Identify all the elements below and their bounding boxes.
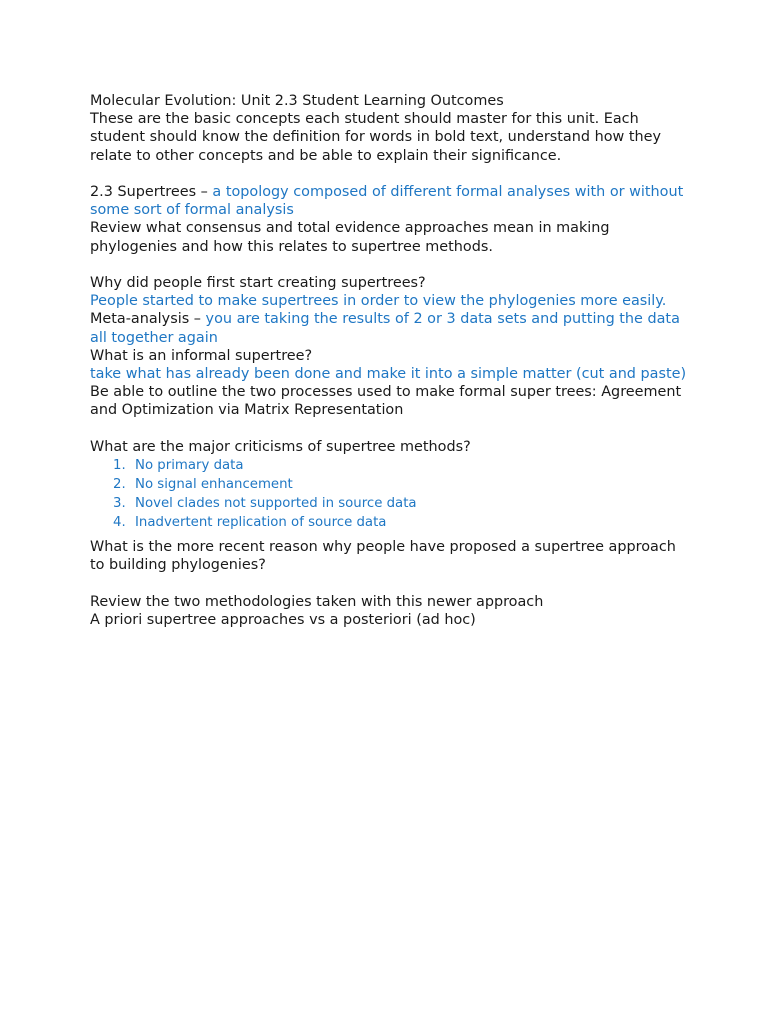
document-title: Molecular Evolution: Unit 2.3 Student Learning Outcomes [90,93,504,109]
intro-paragraph: These are the basic concepts each student should master for this unit. Each student should know the definition for words in bold text, understand how they relate to other concepts and be able to explain their significance. [90,111,661,164]
informal-question: What is an informal supertree? [90,347,313,364]
criticisms-question: What are the major criticisms of supertree methods? [90,438,471,455]
document-body [90,92,690,629]
supertrees-definition-text: a topology composed of different formal analyses with or without some sort of formal analysis [90,184,684,219]
spacer [90,256,690,274]
list-item: Inadvertent replication of source data [135,515,387,531]
recent-question: What is the more recent reason why people have proposed a supertree approach to building phylogenies? [90,539,676,574]
why-answer: People started to make supertrees in order to view the phylogenies more easily. [90,293,667,310]
spacer [90,420,690,438]
list-item: No signal enhancement [135,477,293,493]
supertrees-term: 2.3 Supertrees – [90,184,213,200]
supertrees-review: Review what consensus and total evidence approaches mean in making phylogenies and how this relates to supertree methods. [90,220,610,255]
criticisms-list [90,456,690,532]
criticisms-list-wrap [90,456,690,532]
why-question: Why did people first start creating supertrees? [90,275,426,291]
spacer [90,574,690,592]
outline-processes: Be able to outline the two processes used to make formal super trees: Agreement and Optimization via Matrix Representation [90,384,682,419]
spacer [90,165,690,183]
supertrees-definition [90,183,690,219]
review-methodologies: Review the two methodologies taken with this newer approach [90,593,544,610]
list-item: No primary data [135,458,244,474]
meta-analysis-definition [90,310,690,346]
meta-analysis-term: Meta-analysis – [90,311,206,328]
meta-analysis-definition-text: you are taking the results of 2 or 3 data sets and putting the data all together again [90,311,680,346]
list-item: Novel clades not supported in source data [135,496,417,512]
approaches: A priori supertree approaches vs a posteriori (ad hoc) [90,611,476,628]
informal-answer: take what has already been done and make it into a simple matter (cut and paste) [90,366,687,383]
